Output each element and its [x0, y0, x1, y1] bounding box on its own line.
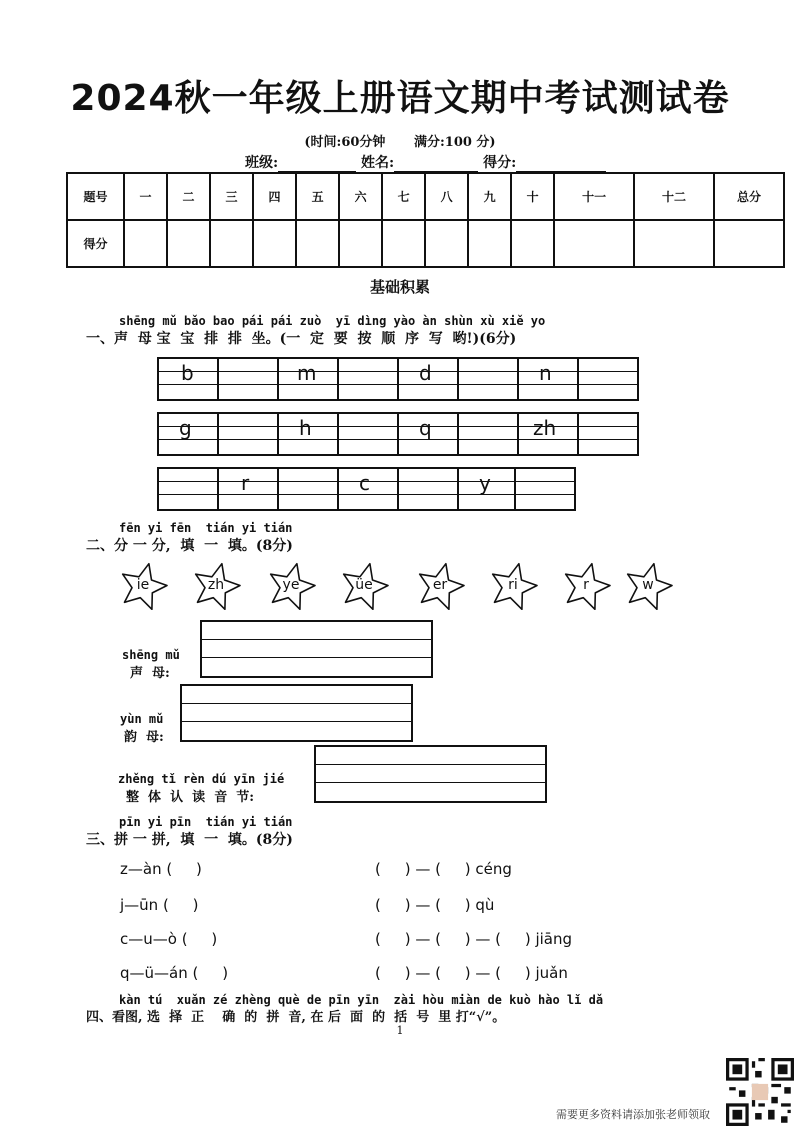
score-col: 四: [253, 173, 296, 220]
q1-text: 一、声 母 宝 宝 排 排 坐。(一 定 要 按 顺 序 写 哟!)(6分): [86, 331, 517, 347]
q2-shengmu-answer-box[interactable]: [200, 620, 433, 678]
q2-star: [560, 562, 612, 610]
score-col: 十二: [634, 173, 714, 220]
score-cell[interactable]: [339, 220, 382, 267]
score-table-header-row: [67, 173, 784, 220]
q2-star: [414, 562, 466, 610]
score-cell[interactable]: [511, 220, 554, 267]
score-cell-total[interactable]: [714, 220, 784, 267]
score-col: 三: [210, 173, 253, 220]
q2-star: [265, 562, 317, 610]
score-cell[interactable]: [296, 220, 339, 267]
q3-row-right: ( ) — ( ) — ( ) jiāng: [375, 930, 573, 948]
q2-yunmu-pinyin: yùn mǔ: [120, 712, 164, 726]
q1-letter: zh: [533, 416, 557, 440]
score-cell[interactable]: [382, 220, 425, 267]
score-cell[interactable]: [425, 220, 468, 267]
score-table-score-row: [67, 220, 784, 267]
score-cell[interactable]: [210, 220, 253, 267]
score-col: 十一: [554, 173, 634, 220]
score-cell[interactable]: [167, 220, 210, 267]
q3-row-right: ( ) — ( ) qù: [375, 896, 495, 914]
q3-row-left: q—ü—án ( ): [120, 964, 229, 982]
score-cell[interactable]: [554, 220, 634, 267]
score-table-header-label: 题号: [67, 173, 124, 220]
q1-letter: d: [419, 361, 432, 385]
name-blank[interactable]: [394, 157, 478, 172]
q2-star-label: er: [432, 577, 448, 593]
q2-pinyin: fēn yi fēn tián yi tián: [119, 521, 293, 535]
q1-grid-row1: [157, 357, 639, 401]
section-title: 基础积累: [369, 278, 430, 296]
q2-text: 二、分 一 分, 填 一 填。(8分): [86, 538, 293, 554]
score-col: 十: [511, 173, 554, 220]
score-col: 九: [468, 173, 511, 220]
q4-text: 四、看图, 选 择 正 确 的 拼 音, 在 后 面 的 括 号 里 打“√”。: [86, 1010, 506, 1025]
q3-row-right: ( ) — ( ) céng: [375, 860, 512, 878]
class-label: 班级:: [245, 155, 279, 171]
page-number: 1: [396, 1024, 404, 1037]
q1-grid-row2: [157, 412, 639, 456]
q2-yunmu-text: 韵 母:: [124, 730, 164, 745]
score-col: 八: [425, 173, 468, 220]
q1-letter: m: [297, 361, 317, 385]
score-label: 得分:: [483, 155, 517, 171]
q2-star: [117, 562, 169, 610]
name-label: 姓名:: [361, 155, 395, 171]
score-col-total: 总分: [714, 173, 784, 220]
q2-shengmu-label: [122, 648, 180, 681]
q1-letter: r: [241, 471, 250, 495]
score-table-row-label: 得分: [67, 220, 124, 267]
q2-star: [190, 562, 242, 610]
q1-letter: h: [299, 416, 312, 440]
q2-shengmu-text: 声 母:: [130, 666, 170, 681]
score-cell[interactable]: [468, 220, 511, 267]
q3-text: 三、拼 一 拼, 填 一 填。(8分): [86, 832, 293, 848]
q2-shengmu-pinyin: shēng mǔ: [122, 648, 180, 662]
score-table: [66, 172, 785, 268]
score-cell[interactable]: [634, 220, 714, 267]
q1-letter: b: [181, 361, 194, 385]
q2-star-label: üe: [355, 577, 373, 593]
q2-star-label: r: [583, 577, 589, 593]
exam-time: (时间:60分钟: [304, 135, 386, 150]
q3-row-right: ( ) — ( ) — ( ) juǎn: [375, 964, 568, 982]
class-blank[interactable]: [278, 157, 356, 172]
q2-star: [338, 562, 390, 610]
score-cell[interactable]: [253, 220, 296, 267]
q3-pinyin: pīn yi pīn tián yi tián: [119, 815, 293, 829]
q1-letter: n: [539, 361, 552, 385]
score-cell[interactable]: [124, 220, 167, 267]
q3-row-left: z—àn ( ): [120, 860, 202, 878]
q2-zhengti-text: 整 体 认 读 音 节:: [126, 790, 255, 805]
q2-star-label: ie: [136, 577, 150, 593]
q2-star: [487, 562, 539, 610]
q1-letter: g: [179, 416, 192, 440]
score-blank[interactable]: [516, 157, 606, 172]
q1-letter: c: [359, 471, 370, 495]
q2-star-label: ye: [282, 577, 300, 593]
qr-code-icon: [726, 1058, 794, 1126]
q2-yunmu-answer-box[interactable]: [180, 684, 413, 742]
q3-row-left: j—ūn ( ): [120, 896, 199, 914]
page-title: 2024秋一年级上册语文期中考试测试卷: [70, 78, 730, 119]
q1-pinyin: shēng mǔ bǎo bao pái pái zuò yī dìng yào àn shùn xù xiě yo: [119, 314, 546, 328]
q2-yunmu-label: [120, 712, 164, 745]
q2-zhengti-answer-box[interactable]: [314, 745, 547, 803]
q1-letter: q: [419, 416, 432, 440]
score-col: 一: [124, 173, 167, 220]
q2-star-label: zh: [207, 577, 225, 593]
q1-grid-row3: [157, 467, 576, 511]
student-info-line: [245, 152, 606, 172]
score-col: 五: [296, 173, 339, 220]
score-col: 二: [167, 173, 210, 220]
footer-note: 需要更多资料请添加张老师领取: [556, 1108, 710, 1121]
q1-letter: y: [479, 471, 491, 495]
q2-zhengti-label: [118, 772, 284, 805]
q3-row-left: c—u—ò ( ): [120, 930, 218, 948]
exam-full-score: 满分:100 分): [413, 135, 496, 150]
exam-subtitle: [0, 131, 800, 150]
score-col: 七: [382, 173, 425, 220]
q4-pinyin: kàn tú xuǎn zé zhèng què de pīn yīn zài hòu miàn de kuò hào lǐ dǎ: [119, 993, 604, 1007]
score-col: 六: [339, 173, 382, 220]
q2-star: [622, 562, 674, 610]
q2-zhengti-pinyin: zhěng tǐ rèn dú yīn jié: [118, 772, 285, 786]
q2-star-label: w: [642, 577, 654, 593]
q2-star-label: ri: [508, 577, 518, 593]
